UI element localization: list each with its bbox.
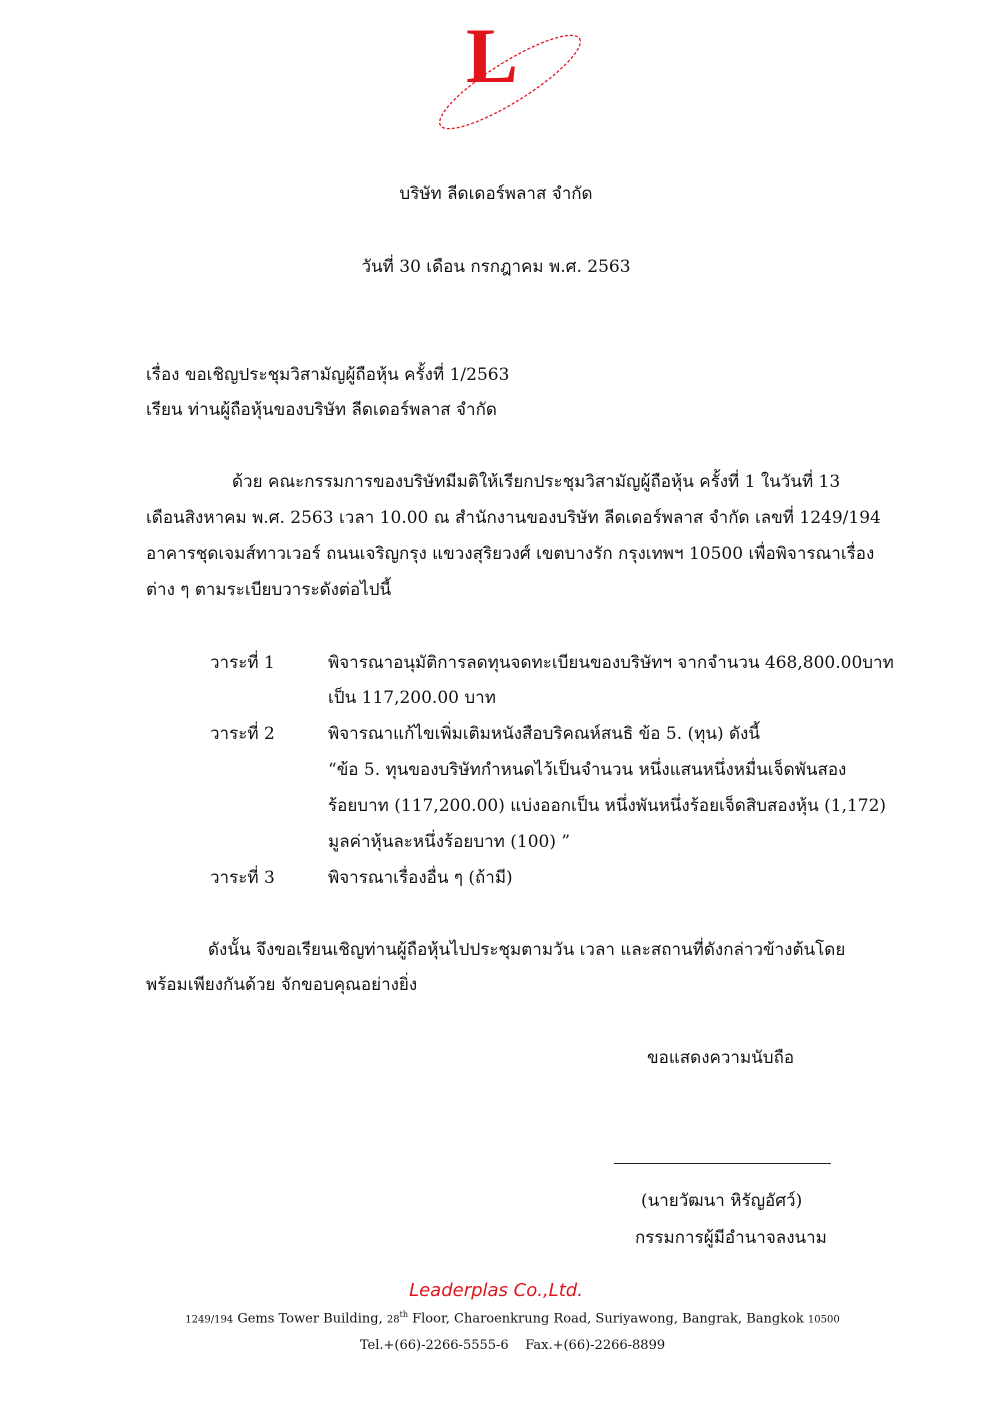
footer-contact [0,1338,992,1353]
footer-address-number: 1249/194 [185,1314,234,1326]
footer-address-floor-suffix: th [399,1310,408,1319]
footer-address [0,1310,992,1326]
logo-graphic [425,20,600,140]
agenda-2-line-4: มูลค่าหุ้นละหนึ่งร้อยบาท (100) ” [328,832,571,852]
recipient-line: เรียน ท่านผู้ถือหุ้นของบริษัท ลีดเดอร์พลาส จำกัด [146,400,497,420]
signatory-name: (นายวัฒนา หิรัญอัศว์) [641,1191,803,1211]
company-name: บริษัท ลีดเดอร์พลาส จำกัด [399,184,593,204]
footer-address-building: Gems Tower Building, [237,1311,383,1327]
letter-date: วันที่ 30 เดือน กรกฎาคม พ.ศ. 2563 [361,257,631,277]
agenda-1-line-2: เป็น 117,200.00 บาท [328,688,496,708]
footer-company-name: Leaderplas Co.,Ltd. [409,1280,583,1301]
body-line-4: ต่าง ๆ ตามระเบียบวาระดังต่อไปนี้ [146,580,392,600]
agenda-2-line-3: ร้อยบาท (117,200.00) แบ่งออกเป็น หนึ่งพันหนึ่งร้อยเจ็ดสิบสองหุ้น (1,172) [328,796,887,816]
subject-line: เรื่อง ขอเชิญประชุมวิสามัญผู้ถือหุ้น ครั้งที่ 1/2563 [146,365,510,385]
signature-line [614,1163,831,1164]
body-line-2: เดือนสิงหาคม พ.ศ. 2563 เวลา 10.00 ณ สำนักงานของบริษัท ลีดเดอร์พลาส จำกัด เลขที่ 1249/194 [146,508,881,528]
agenda-label-3: วาระที่ 3 [210,868,275,888]
footer-address-floor-number: 28 [386,1314,400,1326]
company-logo [425,20,600,140]
body-line-1: ด้วย คณะกรรมการของบริษัทมีมติให้เรียกประชุมวิสามัญผู้ถือหุ้น ครั้งที่ 1 ในวันที่ 13 [232,472,841,492]
closing-line-2: พร้อมเพียงกันด้วย จักขอบคุณอย่างยิ่ง [146,975,418,995]
agenda-label-1: วาระที่ 1 [210,653,275,673]
footer-fax: Fax.+(66)-2266-8899 [525,1338,666,1353]
footer-address-rest: Floor, Charoenkrung Road, Suriyawong, Bangrak, Bangkok [412,1311,804,1327]
footer-telephone: Tel.+(66)-2266-5555-6 [359,1338,509,1353]
body-line-3: อาคารชุดเจมส์ทาวเวอร์ ถนนเจริญกรุง แขวงสุริยวงศ์ เขตบางรัก กรุงเทพฯ 10500 เพื่อพิจารณาเรื่อง [146,544,875,564]
agenda-3-line-1: พิจารณาเรื่องอื่น ๆ (ถ้ามี) [328,868,513,888]
closing-line-1: ดังนั้น จึงขอเรียนเชิญท่านผู้ถือหุ้นไปประชุมตามวัน เวลา และสถานที่ดังกล่าวข้างต้นโดย [208,940,846,960]
regards-text: ขอแสดงความนับถือ [647,1048,795,1068]
agenda-2-line-1: พิจารณาแก้ไขเพิ่มเติมหนังสือบริคณห์สนธิ ข้อ 5. (ทุน) ดังนี้ [328,724,760,744]
signatory-title: กรรมการผู้มีอำนาจลงนาม [635,1228,827,1248]
logo-letter: L [466,20,519,99]
agenda-label-2: วาระที่ 2 [210,724,275,744]
agenda-1-line-1: พิจารณาอนุมัติการลดทุนจดทะเบียนของบริษัทฯ จากจำนวน 468,800.00บาท [328,653,894,673]
footer-address-postcode: 10500 [807,1314,840,1326]
agenda-2-line-2: “ข้อ 5. ทุนของบริษัทกำหนดไว้เป็นจำนวน หนึ่งแสนหนึ่งหมื่นเจ็ดพันสอง [328,760,847,780]
